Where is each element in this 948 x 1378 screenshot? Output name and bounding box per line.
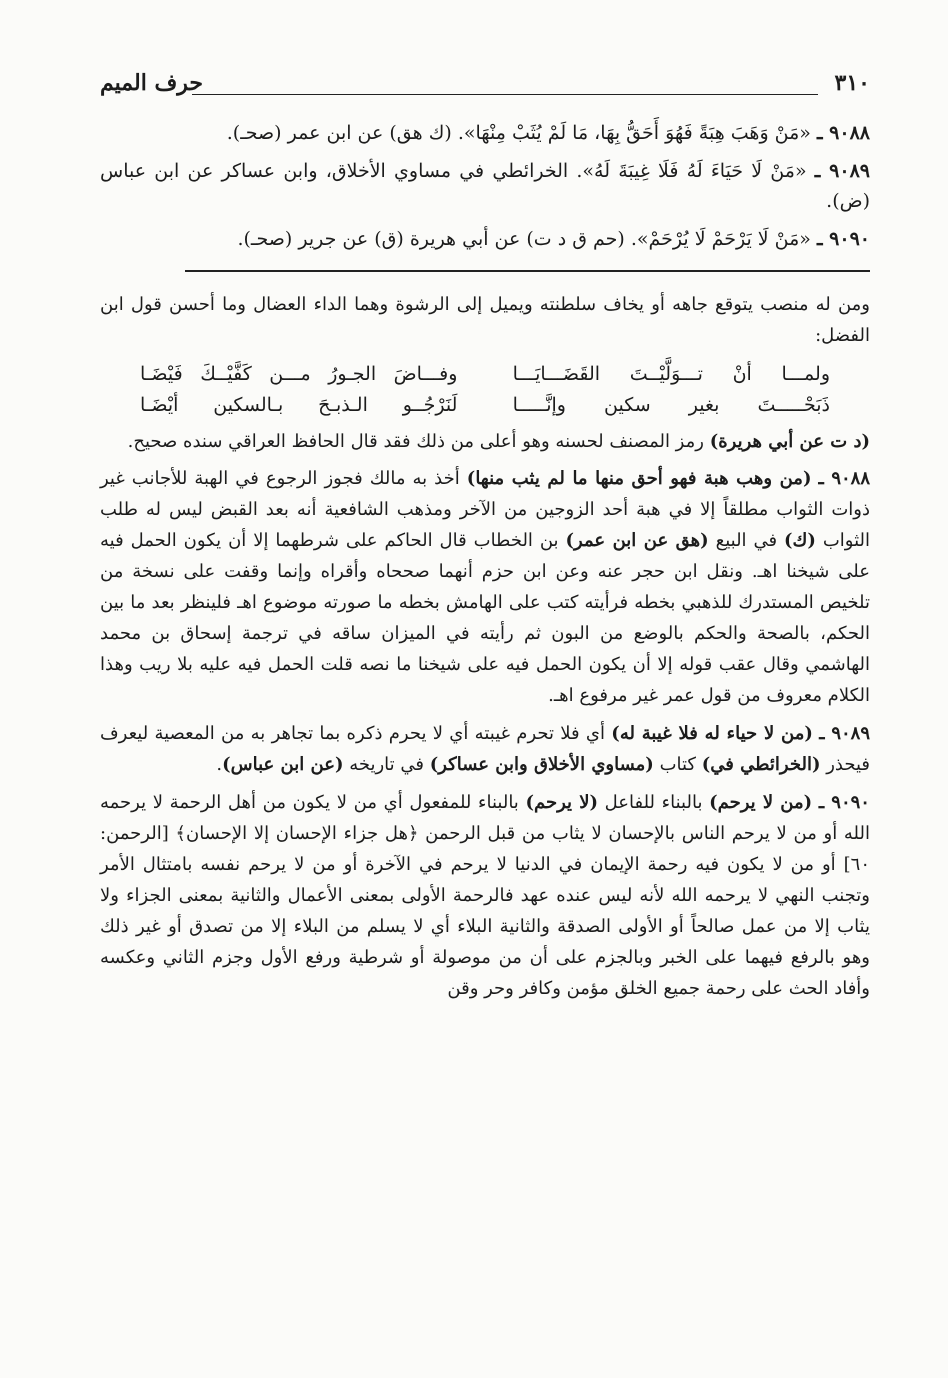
commentary-text: بن الخطاب قال الحاكم على شرطهما إلا أن يكون الحمل فيه على شيخنا اهـ. ونقل ابن حجر عنه وعن ابن حزم أنهما صححاه وأقراه وإنما وقفت على نسخة من تلخيص المستدرك للذهبي بخطه فرأيته كتب على الهامش بخطه ما صورته موضوع اهـ فلينظر بعد ما بين الحكم، بالصحة والحكم بالوضع من البون ثم رأيته في الميزان ساقه في ترجمة إسحاق بن محمد الهاشمي وقال عقب قوله إلا أن يكون الحمل فيه على شيخنا ما نصه قلت الحمل فيه عليه بلا ريب وهذا الكلام معروف من قول عمر غير مرفوع اهـ. [100, 530, 870, 707]
commentary-text: أي فلا تحرم غيبته أي لا يحرم ذكره بما تجاهر به من المعصية ليعرف فيحذر [100, 723, 870, 776]
quoted-matn: (من لا حياء له فلا غيبة له) [611, 723, 813, 745]
commentary-text: كتاب [659, 754, 696, 776]
commentary [100, 290, 870, 1005]
chapter-title: حرف الميم [100, 70, 204, 96]
hadith-9090 [100, 224, 870, 254]
quoted-matn: (عن ابن عباس) [222, 754, 344, 776]
quoted-matn: (ك) [784, 530, 816, 552]
hadith-number: ٩٠٨٩ ـ [814, 160, 870, 183]
poem-verses [140, 359, 830, 421]
commentary-text: بالبناء للمفعول أي من لا يكون من أهل الرحمة لا يرحمه الله أو من لا يرحم الناس بالإحسان لا يثاب من قبل الرحمن ﴿هل جزاء الإحسان إلا الإحسان﴾ [الرحمن: ٦٠] أو من لا يكون فيه رحمة الإيمان في الدنيا لا يرحم في الآخرة أو من لا يرحم نفسه بامتثال الأمر وتجنب النهي لا يرحمه الله لأنه ليس عنده عهد فالرحمة الأولى بمعنى الأعمال والثانية بمعنى الجزاء ولا يثاب إلا من عمل صالحاً أو الأولى الصدقة والثانية البلاء أي لا يسلم من البلاء إلا من تصدق أو غير ذلك وهو بالرفع فيهما على الخبر وبالجزم على أن من موصولة أو شرطية ورفع الأول وجزم الثاني وعكسه وأفاد الحث على رحمة جميع الخلق مؤمن وكافر وحر وقن [100, 791, 870, 999]
commentary-text: في البيع [715, 530, 778, 552]
commentary-text: أخذ به مالك فجوز الرجوع في الهبة للأجانب غير ذوات الثواب مطلقاً إلا في هبة أحد الزوجين من الآخر ومذهب الشافعية أنه بعد القبض ليس له طلب الثواب [100, 468, 871, 552]
page-number: ٣١٠ [834, 70, 870, 96]
quoted-matn: (من وهب هبة فهو أحق منها ما لم يثب منها) [466, 468, 812, 490]
quoted-matn: (الخرائطي في) [701, 754, 821, 776]
commentary-number: ٩٠٨٨ ـ [818, 468, 871, 490]
source-reference: (د ت عن أبي هريرة) [709, 430, 870, 452]
hadith-text: «مَنْ لَا يَرْحَمْ لَا يُرْحَمْ». (حم ق د ت) عن أبي هريرة (ق) عن جرير (صحـ). [237, 228, 811, 251]
hadith-list [100, 118, 870, 254]
section-divider [185, 270, 870, 272]
quoted-matn: (من لا يرحم) [709, 791, 813, 813]
page-header [100, 70, 870, 110]
hadith-9088 [100, 118, 870, 148]
commentary-text: بالبناء للفاعل [604, 791, 703, 813]
commentary-9088 [100, 464, 870, 712]
commentary-source [100, 427, 870, 458]
commentary-text: في تاريخه [349, 754, 424, 776]
commentary-intro: ومن له منصب يتوقع جاهه أو يخاف سلطنته ويميل إلى الرشوة وهما الداء العضال وما أحسن قول ابن الفضل: [100, 294, 870, 347]
hadith-number: ٩٠٨٨ ـ [816, 122, 870, 144]
commentary-9089 [100, 719, 870, 781]
header-rule [192, 94, 818, 95]
book-page [100, 70, 870, 1012]
verse-second-hemistich: وفـــاضَ الجـورُ مـــن كَفَّيْــكَ فَيْضَـا [140, 362, 458, 385]
verse-line [140, 390, 830, 421]
commentary-text: . [216, 754, 223, 776]
verse-second-hemistich: لَنَرْجُــو الـذبـحَ بـالسكين أيْضَـا [140, 393, 458, 416]
verse-first-hemistich: ولمـــا أنْ تـــوَلَّيْــتَ القَضَـــايَـــا [512, 362, 830, 385]
quoted-matn: (لا يرحم) [525, 791, 598, 813]
commentary-number: ٩٠٨٩ ـ [819, 723, 870, 745]
quoted-matn: (هق عن ابن عمر) [565, 530, 709, 552]
hadith-9089 [100, 156, 870, 216]
hadith-text: «مَنْ وَهَبَ هِبَةً فَهُوَ أَحَقُّ بِهَا، مَا لَمْ يُثَبْ مِنْهَا». (ك هق) عن ابن عمر (صحـ). [226, 122, 811, 144]
commentary-9090 [100, 788, 870, 1005]
commentary-number: ٩٠٩٠ ـ [818, 791, 870, 813]
quoted-matn: (مساوي الأخلاق وابن عساكر) [429, 754, 654, 776]
verse-first-hemistich: ذَبَحْـــــتَ بغير سكين وإنَّـــــا [512, 393, 830, 416]
hadith-number: ٩٠٩٠ ـ [816, 228, 870, 251]
source-note: رمز المصنف لحسنه وهو أعلى من ذلك فقد قال الحافظ العراقي سنده صحيح. [127, 430, 704, 452]
hadith-text: «مَنْ لَا حَيَاءَ لَهُ فَلَا غِيبَةَ لَهُ». الخرائطي في مساوي الأخلاق، وابن عساكر عن ابن عباس (ض). [100, 160, 870, 213]
verse-line [140, 359, 830, 390]
